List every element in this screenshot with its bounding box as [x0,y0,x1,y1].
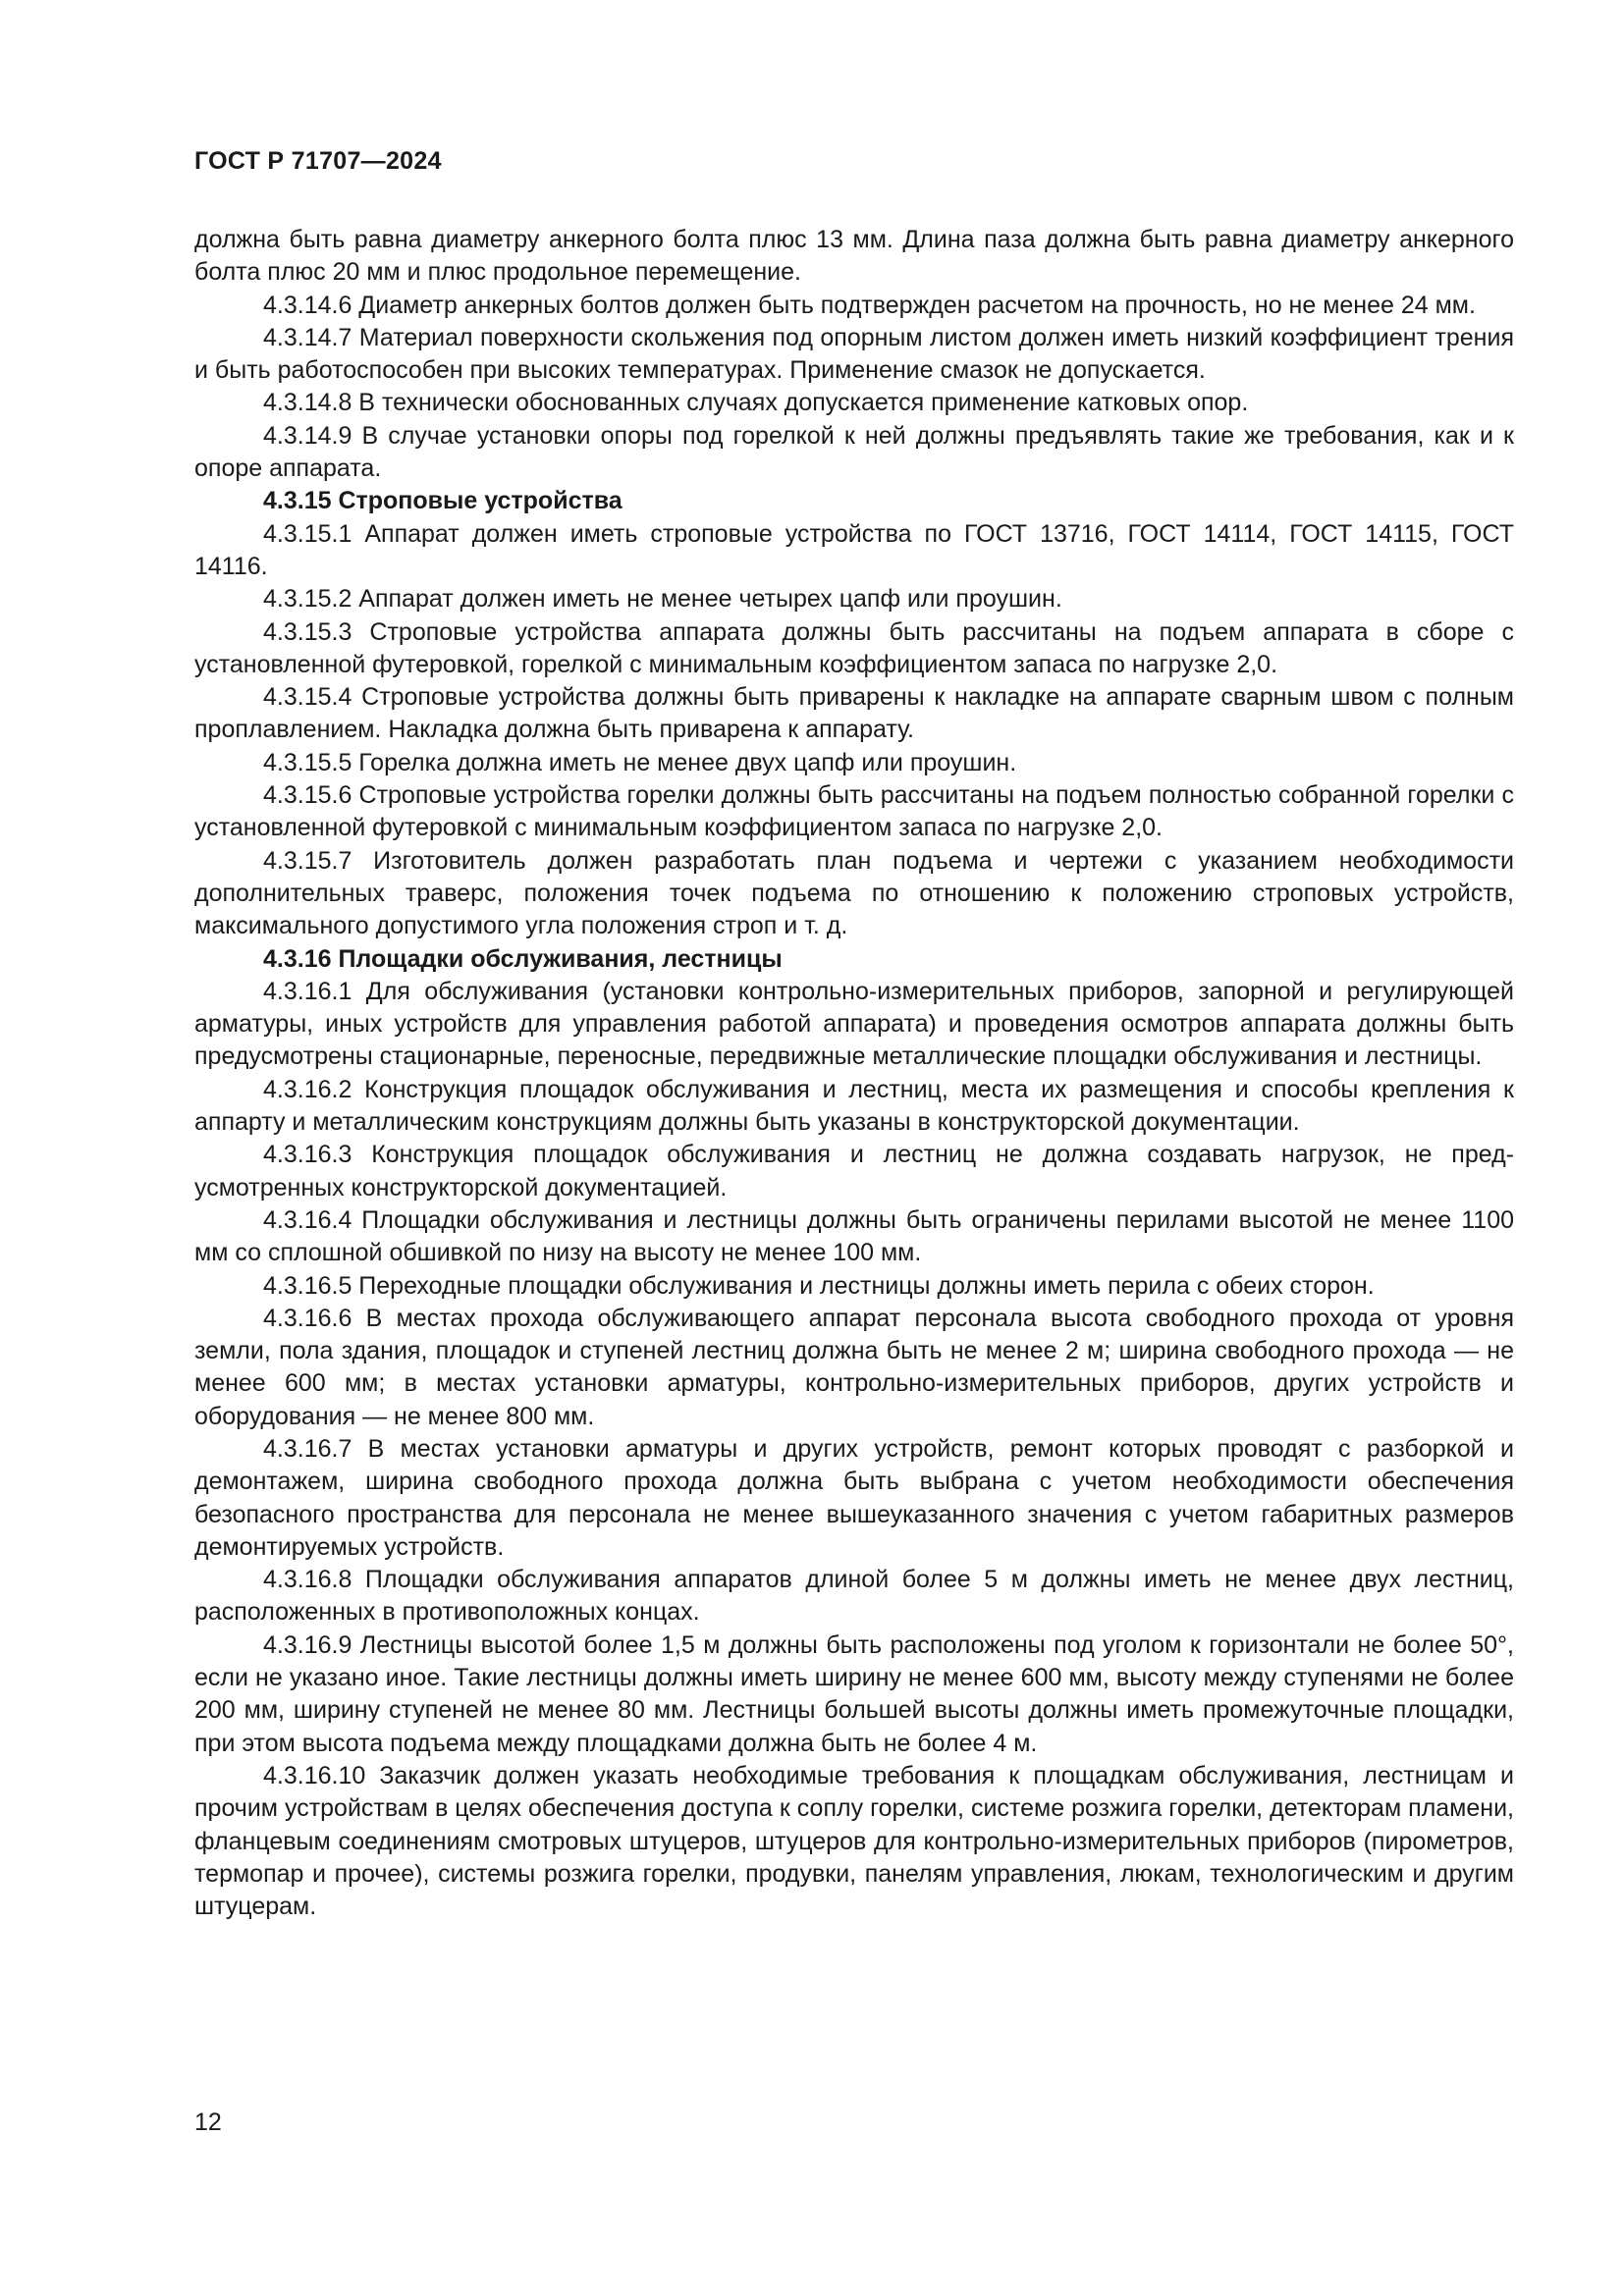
paragraph-4-3-14-6: 4.3.14.6 Диаметр анкерных болтов должен быть подтвержден расчетом на прочность, но не менее 24 мм. [263,291,1476,319]
paragraph-continuation: должна быть равна диаметру анкерного болта плюс 13 мм. Длина паза должна быть равна диаметру анкерного болта плюс 20 мм и плюс продольное перемещение. [194,226,1514,287]
document-body [194,224,1514,1923]
paragraph-4-3-16-7: 4.3.16.7 В местах установки арматуры и других устройств, ремонт которых проводят с разборкой и демонтажем, ширина свободного прохода должна быть выбрана с учетом необходимости обеспечения безопасного пространства для персонала не менее вышеуказанного значения с учетом габаритных размеров демонтируемых устройств. [194,1434,1514,1561]
paragraph-4-3-16-10: 4.3.16.10 Заказчик должен указать необходимые требования к площадкам обслуживания, лестницам и прочим устройствам в целях обеспечения доступа к соплу горелки, системе розжига горелки, детекторам пламени, фланцевым соединениям смотровых штуцеров, штуцеров для контрольно-измерительных приборов (пирометров, термопар и прочее), системы розжига горелки, продувки, панелям управления, люкам, технологическим и другим штуцерам. [194,1761,1514,1921]
paragraph-4-3-16-5: 4.3.16.5 Переходные площадки обслуживания и лестницы должны иметь перила с обеих сторон. [263,1271,1375,1300]
section-heading-4-3-15: 4.3.15 Строповые устройства [263,487,623,515]
paragraph-4-3-15-2: 4.3.15.2 Аппарат должен иметь не менее четырех цапф или проушин. [263,585,1062,614]
paragraph-4-3-14-8: 4.3.14.8 В технически обоснованных случаях допускается применение катковых опор. [263,389,1249,417]
page-number: 12 [194,2109,222,2136]
paragraph-4-3-16-3: 4.3.16.3 Конструкция площадок обслуживания и лестниц не должна создавать нагрузок, не предусмотренных конструкторской документацией. [194,1141,1514,1201]
paragraph-4-3-16-2: 4.3.16.2 Конструкция площадок обслуживания и лестниц, места их размещения и способы крепления к аппарту и металлическим конструкциям должны быть указаны в конструкторской документации. [194,1075,1514,1137]
paragraph-4-3-15-7: 4.3.15.7 Изготовитель должен разработать план подъема и чертежи с указанием необходимости дополнительных траверс, положения точек подъема по отношению к положению строповых устройств, максимального допустимого угла положения строп и т. д. [194,846,1514,940]
paragraph-4-3-16-6: 4.3.16.6 В местах прохода обслуживающего аппарат персонала высота свободного прохода от уровня земли, пола здания, площадок и ступеней лестниц должна быть не менее 2 м; ширина свободного прохода — не менее 600 мм; в местах установки арматуры, контрольно-измерительных приборов, других устройств и оборудования — не менее 800 мм. [194,1304,1514,1430]
paragraph-4-3-15-3: 4.3.15.3 Строповые устройства аппарата должны быть рассчитаны на подъем аппарата в сборе с установленной футеровкой, горелкой с минимальным коэффициентом запаса по нагрузке 2,0. [194,617,1514,678]
paragraph-4-3-16-1: 4.3.16.1 Для обслуживания (установки контрольно-измерительных приборов, запорной и регулирующей арматуры, иных устройств для управления работой аппарата) и проведения осмотров аппарата должны быть предусмотрены стационарные, переносные, передвижные металлические площадки обслуживания и лестницы. [194,977,1514,1071]
paragraph-4-3-14-9: 4.3.14.9 В случае установки опоры под горелкой к ней должны предъявлять такие же требования, как и к опоре аппарата. [194,421,1514,483]
paragraph-4-3-16-9: 4.3.16.9 Лестницы высотой более 1,5 м должны быть расположены под уголом к горизонтали не более 50°, если не указано иное. Такие лестницы должны иметь ширину не менее 600 мм, высоту между ступенями не более 200 мм, ширину ступеней не менее 80 мм. Лестницы большей высоты должны иметь промежуточные площадки, при этом высота подъема между площадками должна быть не более 4 м. [194,1630,1514,1757]
section-heading-4-3-16: 4.3.16 Площадки обслуживания, лестницы [263,944,783,973]
paragraph-4-3-16-4: 4.3.16.4 Площадки обслуживания и лестницы должны быть ограничены перилами высотой не менее 1100 мм со сплошной обшивкой по низу на высоту не менее 100 мм. [194,1205,1514,1267]
document-header: ГОСТ Р 71707—2024 [194,147,442,175]
paragraph-4-3-15-1: 4.3.15.1 Аппарат должен иметь строповые устройства по ГОСТ 13716, ГОСТ 14114, ГОСТ 14115, ГОСТ 14116. [194,519,1514,580]
paragraph-4-3-15-4: 4.3.15.4 Строповые устройства должны быть приварены к накладке на аппарате сварным швом с полным проплавлением. Накладка должна быть приварена к аппарату. [194,683,1514,744]
paragraph-4-3-15-6: 4.3.15.6 Строповые устройства горелки должны быть рассчитаны на подъем полностью собранной горелки с установленной футеровкой с минимальным коэффициентом запаса по нагрузке 2,0. [194,781,1514,842]
paragraph-4-3-14-7: 4.3.14.7 Материал поверхности скольжения под опорным листом должен иметь низкий коэффициент трения и быть работоспособен при высоких температурах. Применение смазок не допускается. [194,323,1514,385]
paragraph-4-3-16-8: 4.3.16.8 Площадки обслуживания аппаратов длиной более 5 м должны иметь не менее двух лестниц, расположенных в противоположных концах. [194,1566,1514,1627]
paragraph-4-3-15-5: 4.3.15.5 Горелка должна иметь не менее двух цапф или проушин. [263,748,1017,776]
